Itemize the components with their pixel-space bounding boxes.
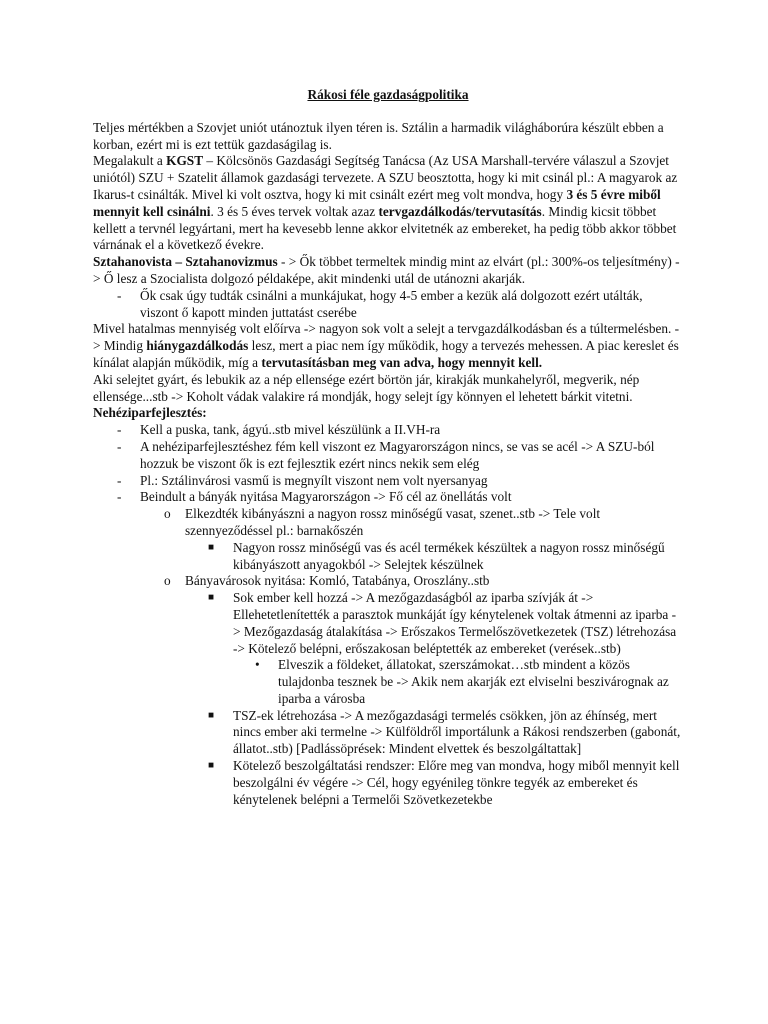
dash-bullet: -	[117, 438, 122, 454]
list-item: - A nehéziparfejlesztéshez fém kell viszont ez Magyarországon nincs, se vas se acél -> A SZU-ból hozzuk be viszont ők is ezt fejlesztik ezért nincs nekik sem elég	[117, 438, 655, 471]
dash-bullet: -	[117, 489, 122, 505]
list-item: - Pl.: Sztálinvárosi vasmű is megnyílt viszont nem volt nyersanyag	[117, 472, 488, 488]
dot-bullet: •	[255, 657, 260, 673]
term-tervutasitas: tervutasításban meg van adva, hogy mennyit kell.	[261, 354, 543, 370]
list-item: ■ Kötelező beszolgáltatási rendszer: Előre meg van mondva, hogy miből mennyit kell beszolgálni év végére -> Cél, hogy egyénileg tönkre tegyék az embereket és kénytelenek belépni a Termelői Szövetkezetekbe	[208, 758, 680, 807]
dash-bullet: -	[117, 472, 122, 488]
document-title: Rákosi féle gazdaságpolitika	[307, 87, 469, 102]
square-bullet: ■	[208, 541, 215, 553]
square-bullet: ■	[208, 592, 215, 604]
list-item: - Ők csak úgy tudták csinálni a munkájukat, hogy 4-5 ember a kezük alá dolgozott ezért utálták, viszont ő kapott minden juttatást cserébe	[117, 287, 643, 320]
paragraph-selejt: Aki selejtet gyárt, és lebukik az a nép ellensége ezért börtön jár, kirakják munkahelyről, megverik, nép ellensége...stb -> Koholt vádak valakire rá mondják, hogy selejt így könnyen el lehetett bárkit vitetni.	[93, 371, 640, 404]
paragraph-sztahanov: Sztahanovista – Sztahanovizmus - > Ők többet termeltek mindig mint az elvárt (pl.: 300%-os teljesítmény) -> Ő lesz a Szocialista dolgozó példaképe, akit mindenki utál de utánozni akarják.	[93, 254, 680, 286]
list-item: o Elkezdték kibányászni a nagyon rossz minőségű vasat, szenet..stb -> Tele volt szennyeződéssel pl.: barnakőszén	[164, 506, 601, 538]
document-body	[93, 87, 683, 808]
term-tervgazdalkodas: tervgazdálkodás/tervutasítás	[378, 203, 542, 219]
list-item: - Kell a puska, tank, ágyú..stb mivel készülünk a II.VH-ra	[117, 422, 441, 438]
term-kgst: KGST	[166, 153, 204, 169]
term-plan-years: 3 és 5 évre miből mennyit kell csinálni	[93, 186, 661, 219]
term-hianygazdalkodas: hiánygazdálkodás	[146, 338, 249, 354]
term-sztahanovista: Sztahanovista – Sztahanovizmus	[93, 254, 278, 270]
list-item: ■ TSZ-ek létrehozása -> A mezőgazdasági termelés csökken, jön az éhínség, mert nincs ember aki termelne -> Külföldről importálunk a Rákosi rendszerben (gabonát, állatot..stb) [Padlássöprések: Mindent elvettek és beszolgáltattak]	[208, 707, 681, 757]
list-item: ■ Nagyon rossz minőségű vas és acél termékek készültek a nagyon rossz minőségű kibányászott anyagokból -> Selejtek készülnek	[208, 539, 665, 572]
section-heading-nehezipar: Nehéziparfejlesztés:	[93, 405, 207, 421]
circle-bullet: o	[164, 506, 171, 522]
square-bullet: ■	[208, 760, 215, 772]
dash-bullet: -	[117, 422, 122, 438]
dash-bullet: -	[117, 287, 122, 303]
list-item: o Bányavárosok nyitása: Komló, Tatabánya, Oroszlány..stb	[164, 573, 490, 589]
square-bullet: ■	[208, 709, 215, 721]
paragraph-kgst: Megalakult a KGST – Kölcsönös Gazdasági Segítség Tanácsa (Az USA Marshall-tervére válaszul a Szovjet uniótól) SZU + Szatelit államok gazdasági tervezete. A SZU beosztotta, hogy ki mit csinál pl.: A magyarok az Ikarus-t csinálták. Mivel ki volt osztva, hogy ki mit csinált ezért meg volt mondva, hogy 3 és 5 évre miből mennyit kell csinálni. 3 és 5 éves tervek voltak azaz tervgazdálkodás/tervutasítás. Mindig kicsit többet kellett a tervnél legyártani, mert ha kevesebb lenne akkor elvitetnék az embereket, ha pedig több akkor többet várnának el a következő évekre.	[93, 153, 678, 253]
paragraph-hianygazdalkodas: Mivel hatalmas mennyiség volt előírva -> nagyon sok volt a selejt a tervgazdálkodásban és a túltermelésben. -> Mindig hiánygazdálkodás lesz, mert a piac nem így működik, hogy a tervezés mehessen. A piac kereslet és kínálat alapján működik, míg a tervutasításban meg van adva, hogy mennyit kell.	[93, 321, 680, 370]
paragraph-intro: Teljes mértékben a Szovjet uniót utánoztuk ilyen téren is. Sztálin a harmadik világháborúra készült ebben a korban, ezért mi is ezt tettük gazdaságilag is.	[93, 119, 664, 152]
list-item: - Beindult a bányák nyitása Magyarországon -> Fő cél az önellátás volt	[117, 489, 512, 505]
list-item: ■ Sok ember kell hozzá -> A mezőgazdaságból az iparba szívják át -> Ellehetetlenítették a parasztok munkáját így kénytelenek voltak átmenni az iparba -> Mezőgazdaság átalakítása -> Erőszakos Termelőszövetkezetek (TSZ) létrehozása -> Kötelező belépni, erőszakosan beléptették az embereket (verések..stb)	[208, 590, 677, 656]
circle-bullet: o	[164, 573, 171, 589]
list-item: • Elveszik a földeket, állatokat, szerszámokat…stb mindent a közös tulajdonba tesznek be -> Akik nem akarják ezt elviselni beszivárognak az iparba a városba	[255, 657, 669, 706]
